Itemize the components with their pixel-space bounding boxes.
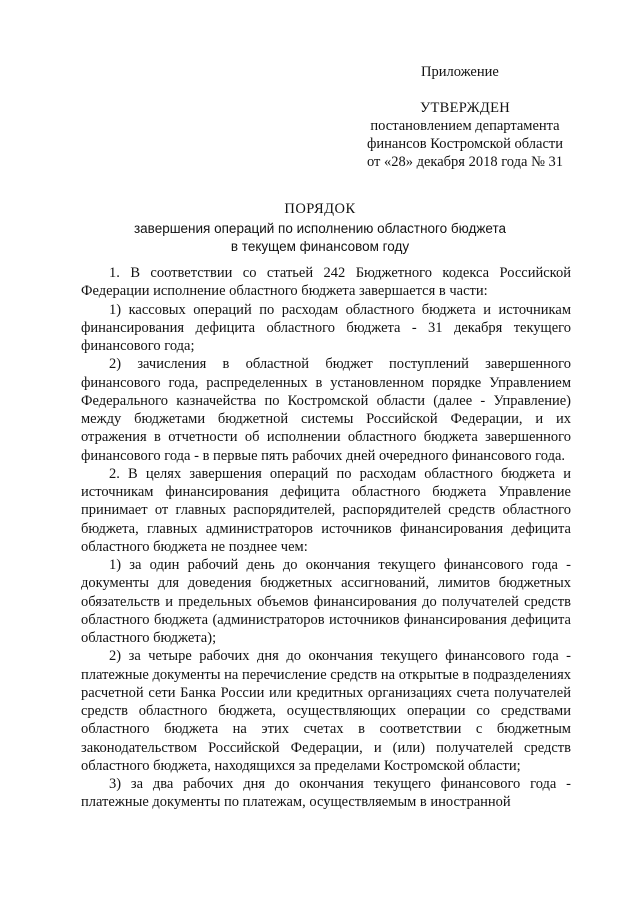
approval-line: от «28» декабря 2018 года № 31 [366,154,564,170]
approval-line: финансов Костромской области [366,136,564,152]
approved-heading: УТВЕРЖДЕН [419,100,511,116]
document-subtitle-line: в текущем финансовом году [230,239,410,254]
paragraph-subitem-2-1: 1) за один рабочий день до окончания текущего финансового года - документы для доведения бюджетных ассигнований, лимитов бюджетных обязательств и предельных объемов финансирования до получателей средств областного бюджета (администраторов источников финансирования дефицита областного бюджета); [81,557,571,646]
document-title-block [60,200,580,256]
document-body [81,264,571,812]
paragraph-subitem-1-1: 1) кассовых операций по расходам областного бюджета и источникам финансирования дефицита областного бюджета - 31 декабря текущего финансового года; [81,301,571,354]
document-subtitle-line: завершения операций по исполнению областного бюджета [133,221,506,236]
paragraph-item-2: 2. В целях завершения операций по расходам областного бюджета и источникам финансирования дефицита областного бюджета Управление принимает от главных распорядителей, распорядителей средств областного бюджета, главных администраторов источников финансирования дефицита областного бюджета не позднее чем: [81,465,571,555]
paragraph-subitem-1-2: 2) зачисления в областной бюджет поступлений завершенного финансового года, распределенных в установленном порядке Управлением Федерального казначейства по Костромской области (далее - Управление) между бюджетами бюджетной системы Российской Федерации, и их отражения в отчетности об исполнении областного бюджета завершенного финансового года - в первые пять рабочих дней очередного финансового года. [81,356,571,464]
paragraph-item-1: 1. В соответствии со статьей 242 Бюджетного кодекса Российской Федерации исполнение областного бюджета завершается в части: [81,265,571,300]
appendix-label: Приложение [421,64,499,80]
approval-stamp [360,99,570,171]
paragraph-subitem-2-2: 2) за четыре рабочих дня до окончания текущего финансового года - платежные документы на перечисление средств на открытые в подразделениях расчетной сети Банка России или кредитных организациях счета получателей средств областного бюджета, осуществляющих операции со средствами областного бюджета на этих счетах в соответствии с бюджетным законодательством Российской Федерации, и (или) получателей средств областного бюджета, находящихся за пределами Костромской области; [81,648,571,774]
paragraph-subitem-2-3: 3) за два рабочих дня до окончания текущего финансового года - платежные документы по платежам, осуществляемым в иностранной [81,776,571,811]
approval-line: постановлением департамента [370,118,560,134]
document-title: ПОРЯДОК [284,201,356,217]
